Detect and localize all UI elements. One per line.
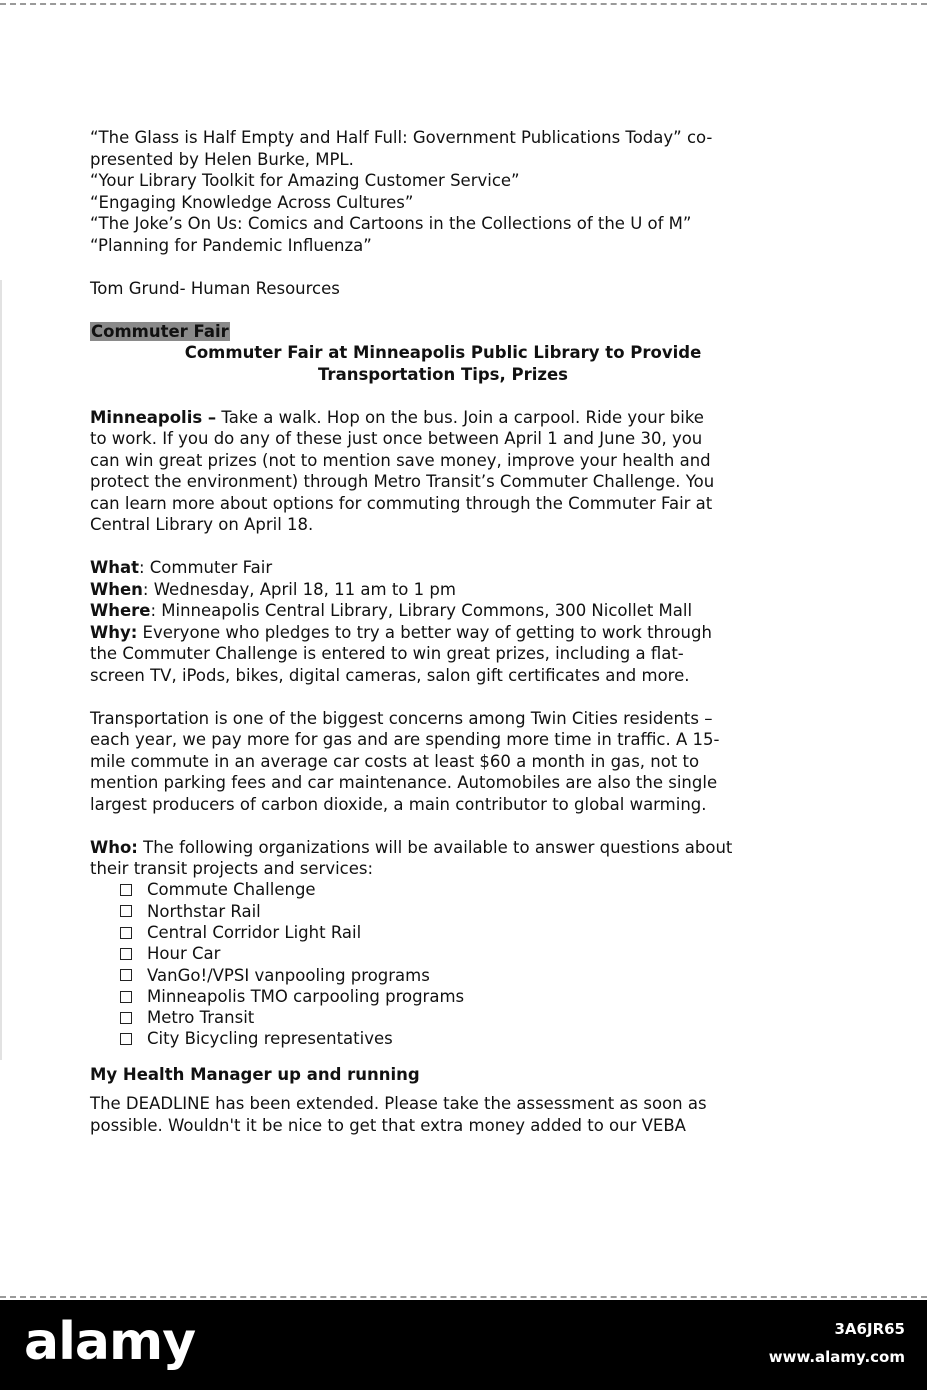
intro-line: protect the environment) through Metro Transit’s Commuter Challenge. You (90, 472, 715, 491)
transport-line: Transportation is one of the biggest concerns among Twin Cities residents – (90, 708, 713, 728)
list-item (120, 965, 780, 986)
checkbox-icon (120, 948, 132, 960)
checkbox-icon (120, 927, 132, 939)
top-scan-edge (0, 3, 927, 5)
why-line: the Commuter Challenge is entered to win great prizes, including a flat- (90, 644, 684, 663)
talk-line: “The Joke’s On Us: Comics and Cartoons in the Collections of the U of M” (90, 214, 692, 233)
why-line: Everyone who pledges to try a better way of getting to work through (137, 622, 712, 642)
talk-line: “Engaging Knowledge Across Cultures” (90, 192, 414, 212)
list-item (120, 901, 780, 922)
intro-line: to work. If you do any of these just once between April 1 and June 30, you (90, 429, 703, 448)
headline (90, 342, 796, 385)
transport-line: each year, we pay more for gas and are spending more time in traffic. A 15- (90, 730, 720, 749)
list-item (120, 1029, 780, 1050)
org-name: City Bicycling representatives (147, 1029, 393, 1049)
headline-line: Commuter Fair at Minneapolis Public Library to Provide (184, 343, 702, 362)
list-item (120, 880, 780, 901)
health-line: The DEADLINE has been extended. Please take the assessment as soon as (90, 1094, 707, 1114)
image-id: 3A6JR65 (834, 1320, 905, 1338)
org-name: Northstar Rail (147, 901, 261, 921)
org-name: Commute Challenge (147, 880, 316, 900)
intro-line: can learn more about options for commuting through the Commuter Fair at (90, 493, 713, 513)
when-label: When (90, 579, 143, 599)
intro-line: can win great prizes (not to mention save money, improve your health and (90, 450, 711, 470)
who-line: The following organizations will be available to answer questions about (137, 837, 733, 857)
checkbox-icon (120, 884, 132, 896)
talk-line: presented by Helen Burke, MPL. (90, 149, 354, 169)
organization-list (90, 880, 780, 1050)
health-title: My Health Manager up and running (90, 1064, 420, 1084)
org-name: Hour Car (147, 944, 221, 964)
signature: Tom Grund- Human Resources (90, 278, 340, 298)
alamy-logo: alamy (24, 1312, 196, 1372)
org-name: Central Corridor Light Rail (147, 923, 362, 942)
bottom-scan-edge (0, 1296, 927, 1298)
watermark-bar (0, 1300, 927, 1390)
who-line: their transit projects and services: (90, 859, 374, 878)
checkbox-icon (120, 1012, 132, 1024)
where-value: : Minneapolis Central Library, Library Commons, 300 Nicollet Mall (150, 601, 693, 620)
list-item (120, 922, 780, 943)
transport-line: mile commute in an average car costs at least $60 a month in gas, not to (90, 751, 700, 771)
why-line: screen TV, iPods, bikes, digital cameras, salon gift certificates and more. (90, 665, 690, 685)
checkbox-icon (120, 969, 132, 981)
who-section (90, 837, 780, 1050)
who-label: Who: (90, 837, 138, 857)
site-url: www.alamy.com (768, 1348, 905, 1366)
checkbox-icon (120, 991, 132, 1003)
health-paragraph (90, 1093, 780, 1136)
org-name: Minneapolis TMO carpooling programs (147, 986, 465, 1006)
intro-line: Take a walk. Hop on the bus. Join a carpool. Ride your bike (216, 407, 704, 427)
what-label: What (90, 558, 139, 577)
headline-line: Transportation Tips, Prizes (317, 364, 568, 384)
section-label: Commuter Fair (91, 321, 229, 341)
health-line: possible. Wouldn't it be nice to get that extra money added to our VEBA (90, 1115, 686, 1135)
when-value: : Wednesday, April 18, 11 am to 1 pm (142, 579, 456, 599)
org-name: Metro Transit (147, 1008, 255, 1028)
talk-line: “Planning for Pandemic Influenza” (90, 235, 372, 255)
talk-line: “The Glass is Half Empty and Half Full: Government Publications Today” co- (90, 128, 713, 147)
org-name: VanGo!/VPSI vanpooling programs (147, 965, 430, 985)
checkbox-icon (120, 1033, 132, 1045)
transport-line: largest producers of carbon dioxide, a main contributor to global warming. (90, 794, 707, 814)
document-body (90, 127, 780, 1136)
transport-line: mention parking fees and car maintenance. Automobiles are also the single (90, 773, 718, 792)
intro-lead: Minneapolis – (90, 407, 217, 427)
list-item (120, 943, 780, 964)
event-details (90, 557, 780, 686)
list-item (120, 1007, 780, 1028)
intro-line: Central Library on April 18. (90, 515, 314, 534)
list-item (120, 986, 780, 1007)
talk-line: “Your Library Toolkit for Amazing Customer Service” (90, 171, 520, 190)
checkbox-icon (120, 905, 132, 917)
left-scan-edge (0, 280, 2, 1060)
talks-list (90, 127, 780, 256)
where-label: Where (90, 601, 151, 620)
why-label: Why: (90, 622, 138, 642)
transport-paragraph (90, 708, 780, 816)
intro-paragraph (90, 407, 780, 536)
what-value: : Commuter Fair (138, 558, 273, 577)
